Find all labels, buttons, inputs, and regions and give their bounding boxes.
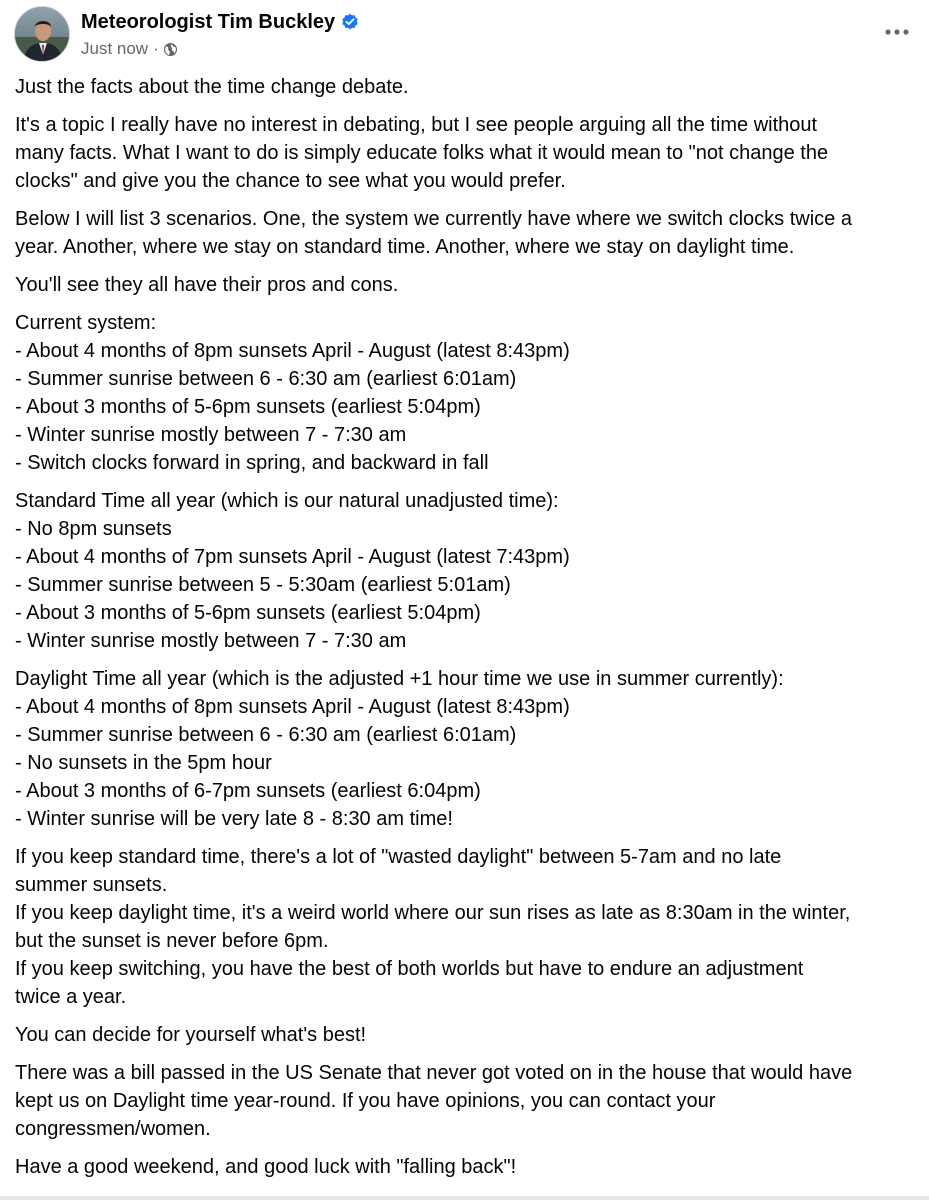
post-header	[14, 6, 915, 64]
post-meta	[81, 39, 178, 59]
post-paragraph	[15, 1021, 920, 1049]
globe-icon[interactable]	[163, 42, 178, 57]
post-text-line: congressmen/women.	[15, 1118, 211, 1140]
post-paragraph	[15, 271, 920, 299]
post-timestamp[interactable]: Just now	[81, 39, 149, 58]
post-paragraph	[15, 665, 920, 833]
post-text-line: You'll see they all have their pros and cons.	[15, 274, 399, 296]
post-text-line: - About 4 months of 8pm sunsets April - August (latest 8:43pm)	[15, 340, 570, 362]
post-paragraph	[15, 487, 920, 655]
post-text-line: If you keep standard time, there's a lot of "wasted daylight" between 5-7am and no late	[15, 846, 782, 868]
author-line	[81, 10, 359, 34]
post-text-line: - Summer sunrise between 5 - 5:30am (earliest 5:01am)	[15, 574, 511, 596]
post-text-line: - No sunsets in the 5pm hour	[15, 752, 272, 774]
divider	[0, 1196, 929, 1200]
avatar-photo	[15, 7, 70, 62]
post-text-line: It's a topic I really have no interest in debating, but I see people arguing all the time without	[15, 114, 818, 136]
post-text-line: - No 8pm sunsets	[15, 518, 172, 540]
author-name[interactable]: Meteorologist Tim Buckley	[81, 11, 336, 33]
post-paragraph	[15, 205, 920, 261]
post-paragraph	[15, 1153, 920, 1181]
post-text-line: Just the facts about the time change debate.	[15, 76, 409, 98]
avatar[interactable]	[14, 6, 70, 62]
post-text-line: - Switch clocks forward in spring, and backward in fall	[15, 452, 489, 474]
post-text-line: Standard Time all year (which is our natural unadjusted time):	[15, 490, 559, 512]
post-text-line: Current system:	[15, 312, 157, 334]
post-text-line: If you keep daylight time, it's a weird world where our sun rises as late as 8:30am in the winter,	[15, 902, 851, 924]
post-text-line: clocks" and give you the chance to see what you would prefer.	[15, 170, 566, 192]
post-text-line: Below I will list 3 scenarios. One, the system we currently have where we switch clocks twice a	[15, 208, 852, 230]
post-text-line: Daylight Time all year (which is the adjusted +1 hour time we use in summer currently):	[15, 668, 784, 690]
post-text-line: - Winter sunrise will be very late 8 - 8:30 am time!	[15, 808, 453, 830]
post-text-line: twice a year.	[15, 986, 127, 1008]
post-paragraph	[15, 309, 920, 477]
post-text-line: - Summer sunrise between 6 - 6:30 am (earliest 6:01am)	[15, 724, 517, 746]
post-text-line: many facts. What I want to do is simply educate folks what it would mean to "not change the	[15, 142, 829, 164]
post-paragraph	[15, 1059, 920, 1143]
post-text-line: You can decide for yourself what's best!	[15, 1024, 367, 1046]
post-text-line: summer sunsets.	[15, 874, 168, 896]
post-paragraph	[15, 111, 920, 195]
verified-badge-icon	[341, 13, 359, 31]
more-options-icon	[884, 28, 910, 36]
post-text-line: kept us on Daylight time year-round. If you have opinions, you can contact your	[15, 1090, 716, 1112]
meta-separator: ·	[153, 39, 159, 58]
post-text-line: - About 4 months of 8pm sunsets April - August (latest 8:43pm)	[15, 696, 570, 718]
post-text-line: - Winter sunrise mostly between 7 - 7:30 am	[15, 424, 407, 446]
post-text-line: year. Another, where we stay on standard time. Another, where we stay on daylight time.	[15, 236, 795, 258]
post-text-line: Have a good weekend, and good luck with "falling back"!	[15, 1156, 517, 1178]
post-text-line: - About 3 months of 6-7pm sunsets (earliest 6:04pm)	[15, 780, 481, 802]
post-text	[15, 73, 920, 1191]
post-text-line: - About 3 months of 5-6pm sunsets (earliest 5:04pm)	[15, 396, 481, 418]
post-text-line: - Winter sunrise mostly between 7 - 7:30 am	[15, 630, 407, 652]
post-paragraph	[15, 73, 920, 101]
post-text-line: There was a bill passed in the US Senate that never got voted on in the house that would have	[15, 1062, 853, 1084]
more-options-button[interactable]	[879, 14, 915, 50]
post-text-line: - About 4 months of 7pm sunsets April - August (latest 7:43pm)	[15, 546, 570, 568]
post-text-line: If you keep switching, you have the best of both worlds but have to endure an adjustment	[15, 958, 804, 980]
post-paragraph	[15, 843, 920, 1011]
post-text-line: - About 3 months of 5-6pm sunsets (earliest 5:04pm)	[15, 602, 481, 624]
post-text-line: but the sunset is never before 6pm.	[15, 930, 329, 952]
post-text-line: - Summer sunrise between 6 - 6:30 am (earliest 6:01am)	[15, 368, 517, 390]
